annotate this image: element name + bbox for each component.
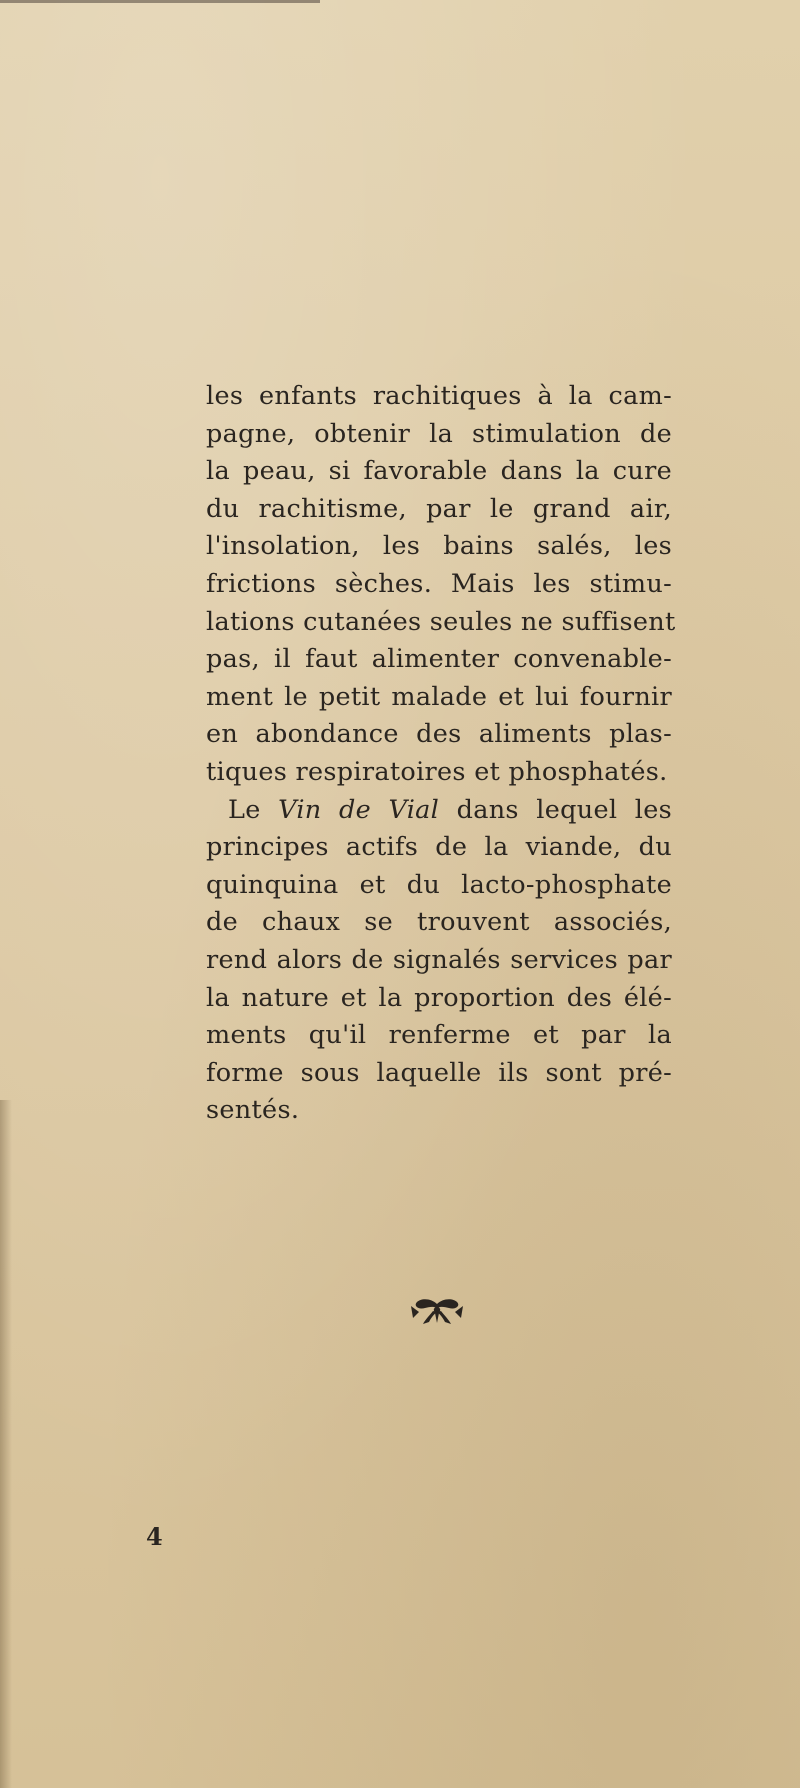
body-text xyxy=(206,378,676,1130)
text-line: principes actifs de la viande, du xyxy=(206,832,672,863)
page-binding-edge xyxy=(0,1100,12,1788)
text-line: forme sous laquelle ils sont pré- xyxy=(206,1057,672,1088)
text-line: la nature et la proportion des élé- xyxy=(206,982,672,1013)
paragraph-2-first-line xyxy=(206,792,672,830)
text-line: sentés. xyxy=(206,1095,300,1126)
text-line: la peau, si favorable dans la cure xyxy=(206,456,672,487)
text-line: du rachitisme, par le grand air, xyxy=(206,493,672,524)
text-line: en abondance des aliments plas- xyxy=(206,719,672,750)
text-line: quinquina et du lacto-phosphate xyxy=(206,869,672,900)
text-line: pagne, obtenir la stimulation de xyxy=(206,418,672,449)
text-line: lations cutanées seules ne suffisent xyxy=(206,606,676,637)
text-line: rend alors de signalés services par xyxy=(206,944,672,975)
decorative-ribbon-ornament-icon xyxy=(407,1298,467,1326)
text-line: les enfants rachitiques à la cam- xyxy=(206,381,672,411)
text-line: ments qu'il renferme et par la xyxy=(206,1020,672,1051)
page-top-edge xyxy=(0,0,320,3)
text-fragment: Le xyxy=(228,794,261,825)
product-name-italic: Vin de Vial xyxy=(278,794,440,825)
text-fragment: dans lequel les xyxy=(456,794,672,825)
text-line: frictions sèches. Mais les stimu- xyxy=(206,568,672,599)
page-number: 4 xyxy=(146,1522,163,1551)
text-line: pas, il faut alimenter convenable- xyxy=(206,644,672,675)
text-line: de chaux se trouvent associés, xyxy=(206,907,672,938)
text-line: l'insolation, les bains salés, les xyxy=(206,531,672,562)
text-line: ment le petit malade et lui fournir xyxy=(206,681,672,712)
text-line: tiques respiratoires et phosphatés. xyxy=(206,756,668,787)
